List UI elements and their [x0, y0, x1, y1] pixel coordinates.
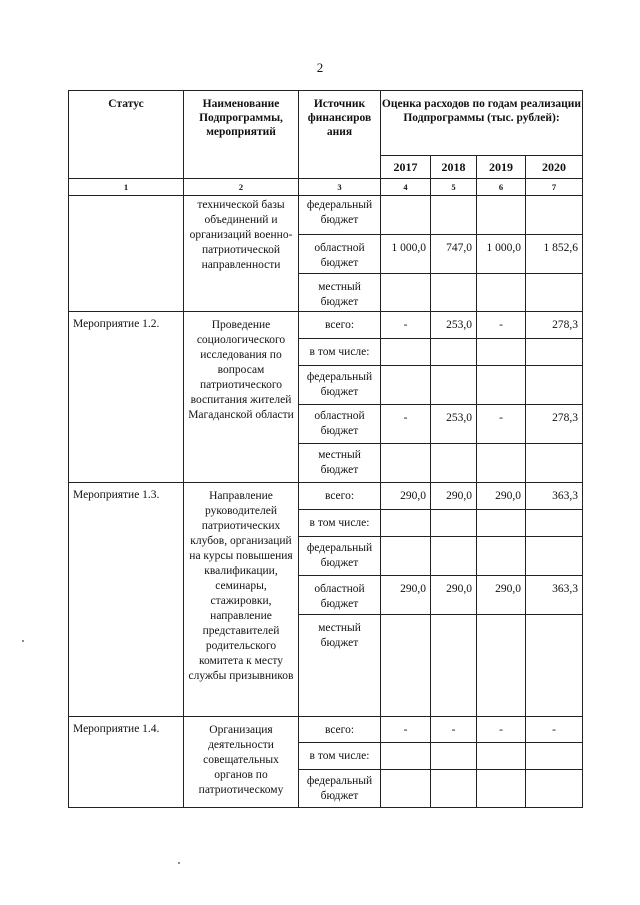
value-cell	[526, 366, 583, 405]
value-cell: 363,3	[526, 576, 583, 615]
source-cell: областной бюджет	[299, 405, 381, 444]
value-cell	[381, 366, 431, 405]
table-row	[69, 483, 583, 510]
column-number: 4	[381, 179, 431, 196]
value-cell: 747,0	[431, 235, 477, 274]
header-name: Наименование Подпрограммы, мероприятий	[184, 91, 299, 179]
value-cell	[477, 615, 526, 717]
header-year-2018: 2018	[431, 156, 477, 179]
value-cell	[381, 537, 431, 576]
value-cell	[381, 743, 431, 770]
status-cell: Мероприятие 1.4.	[69, 717, 184, 808]
value-cell	[381, 196, 431, 235]
status-cell: Мероприятие 1.3.	[69, 483, 184, 717]
header-source: Источник финансиров ания	[299, 91, 381, 179]
source-cell: в том числе:	[299, 743, 381, 770]
value-cell: -	[526, 717, 583, 743]
source-cell: областной бюджет	[299, 576, 381, 615]
header-estimate: Оценка расходов по годам реализации Подпрограммы (тыс. рублей):	[381, 91, 583, 156]
header-year-2017: 2017	[381, 156, 431, 179]
scan-speck	[22, 640, 24, 642]
column-number: 6	[477, 179, 526, 196]
value-cell	[526, 615, 583, 717]
header-year-2019: 2019	[477, 156, 526, 179]
source-cell: в том числе:	[299, 339, 381, 366]
value-cell	[526, 339, 583, 366]
value-cell: 290,0	[381, 483, 431, 510]
value-cell	[381, 339, 431, 366]
value-cell: 290,0	[477, 576, 526, 615]
value-cell	[477, 196, 526, 235]
value-cell	[477, 274, 526, 312]
value-cell	[431, 274, 477, 312]
value-cell: 290,0	[477, 483, 526, 510]
value-cell: 278,3	[526, 405, 583, 444]
column-number-row	[69, 179, 583, 196]
value-cell	[381, 444, 431, 483]
value-cell: 253,0	[431, 312, 477, 339]
status-cell: Мероприятие 1.2.	[69, 312, 184, 483]
source-cell: всего:	[299, 312, 381, 339]
column-number: 2	[184, 179, 299, 196]
value-cell	[431, 615, 477, 717]
value-cell	[381, 615, 431, 717]
value-cell	[381, 510, 431, 537]
value-cell: -	[381, 717, 431, 743]
activity-name: Проведение социологического исследования по вопросам патриотического воспитания жителей Магаданской области	[184, 312, 299, 483]
source-cell: федеральный бюджет	[299, 770, 381, 808]
source-cell: федеральный бюджет	[299, 196, 381, 235]
value-cell	[477, 770, 526, 808]
header-status: Статус	[69, 91, 184, 179]
source-cell: всего:	[299, 717, 381, 743]
value-cell	[381, 274, 431, 312]
value-cell	[526, 537, 583, 576]
value-cell	[431, 196, 477, 235]
value-cell	[526, 743, 583, 770]
value-cell: 253,0	[431, 405, 477, 444]
value-cell	[431, 770, 477, 808]
source-cell: местный бюджет	[299, 444, 381, 483]
value-cell	[431, 743, 477, 770]
activity-name: Организация деятельности совещательных органов по патриотическому	[184, 717, 299, 808]
value-cell	[381, 770, 431, 808]
value-cell	[431, 339, 477, 366]
status-cell	[69, 196, 184, 312]
table-row	[69, 717, 583, 743]
value-cell: -	[381, 405, 431, 444]
value-cell: -	[477, 312, 526, 339]
value-cell	[526, 510, 583, 537]
source-cell: областной бюджет	[299, 235, 381, 274]
source-cell: местный бюджет	[299, 615, 381, 717]
value-cell	[526, 444, 583, 483]
column-number: 5	[431, 179, 477, 196]
column-number: 7	[526, 179, 583, 196]
value-cell: -	[431, 717, 477, 743]
value-cell	[526, 770, 583, 808]
value-cell	[477, 339, 526, 366]
value-cell	[477, 537, 526, 576]
value-cell	[431, 444, 477, 483]
value-cell	[431, 510, 477, 537]
value-cell: 1 852,6	[526, 235, 583, 274]
budget-table	[68, 90, 583, 808]
value-cell: -	[381, 312, 431, 339]
value-cell: 1 000,0	[477, 235, 526, 274]
value-cell	[431, 537, 477, 576]
page-number: 2	[316, 60, 324, 75]
value-cell	[526, 196, 583, 235]
value-cell: -	[477, 405, 526, 444]
value-cell: 290,0	[381, 576, 431, 615]
value-cell: 290,0	[431, 483, 477, 510]
column-number: 3	[299, 179, 381, 196]
scan-speck	[178, 862, 180, 864]
source-cell: федеральный бюджет	[299, 537, 381, 576]
value-cell	[526, 274, 583, 312]
header-year-2020: 2020	[526, 156, 583, 179]
value-cell	[477, 510, 526, 537]
source-cell: федеральный бюджет	[299, 366, 381, 405]
value-cell: 363,3	[526, 483, 583, 510]
value-cell	[431, 366, 477, 405]
value-cell: 278,3	[526, 312, 583, 339]
value-cell: 290,0	[431, 576, 477, 615]
value-cell	[477, 743, 526, 770]
table-row	[69, 312, 583, 339]
activity-name: Направление руководителей патриотических клубов, организаций на курсы повышения квалификации, семинары, стажировки, направление представителей родительского комитета к месту службы призывников	[184, 483, 299, 717]
value-cell	[477, 444, 526, 483]
value-cell: -	[477, 717, 526, 743]
table-row	[69, 196, 583, 235]
source-cell: в том числе:	[299, 510, 381, 537]
value-cell	[477, 366, 526, 405]
value-cell: 1 000,0	[381, 235, 431, 274]
column-number: 1	[69, 179, 184, 196]
source-cell: всего:	[299, 483, 381, 510]
activity-name: технической базы объединений и организаций военно-патриотической направленности	[184, 196, 299, 312]
source-cell: местный бюджет	[299, 274, 381, 312]
